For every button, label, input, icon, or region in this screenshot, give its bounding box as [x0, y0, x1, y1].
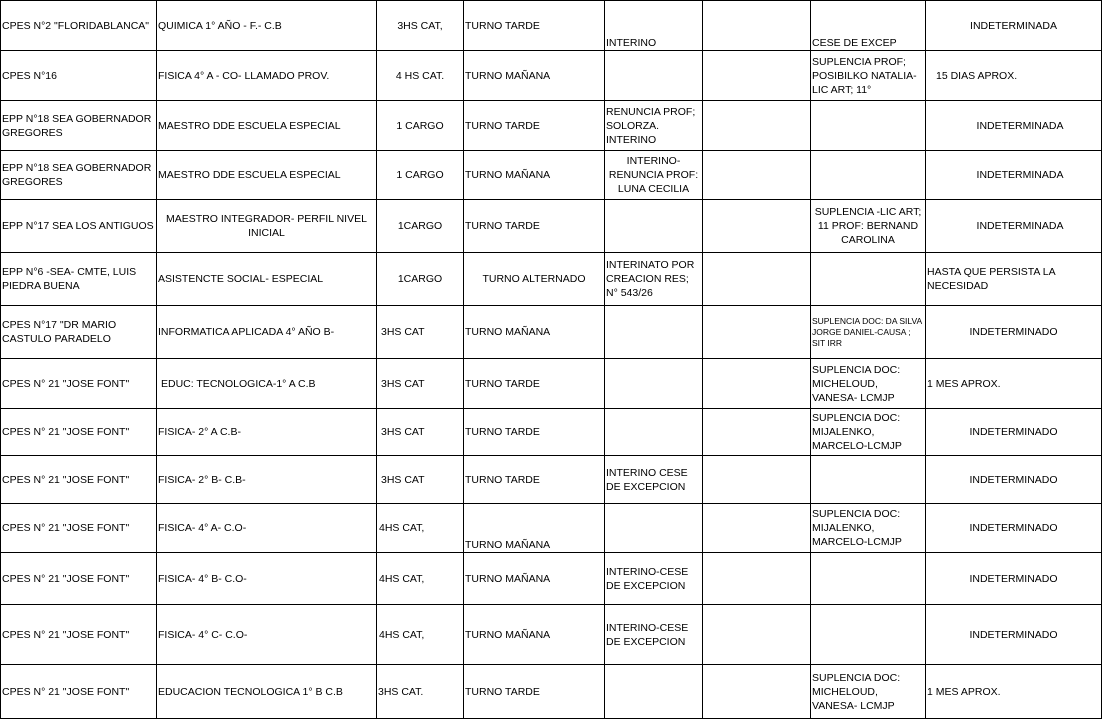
- shift-cell: TURNO TARDE: [464, 1, 605, 51]
- empty-cell: [703, 101, 811, 151]
- table-row: [1, 200, 1102, 253]
- replacement-cell: CESE DE EXCEP: [811, 1, 926, 51]
- hours-cell: 3HS CAT: [377, 359, 464, 409]
- hours-cell: 3HS CAT.: [377, 665, 464, 719]
- school-cell: EPP N°17 SEA LOS ANTIGUOS: [1, 200, 157, 253]
- empty-cell: [703, 456, 811, 504]
- replacement-cell: [811, 553, 926, 605]
- school-cell: CPES N°17 "DR MARIO CASTULO PARADELO: [1, 306, 157, 359]
- subject-cell: MAESTRO INTEGRADOR- PERFIL NIVEL INICIAL: [157, 200, 377, 253]
- subject-cell: INFORMATICA APLICADA 4° AÑO B-: [157, 306, 377, 359]
- reason-cell: [605, 200, 703, 253]
- shift-cell: TURNO MAÑANA: [464, 151, 605, 200]
- replacement-cell: [811, 253, 926, 306]
- empty-cell: [703, 359, 811, 409]
- empty-cell: [703, 504, 811, 553]
- shift-cell: TURNO TARDE: [464, 456, 605, 504]
- replacement-cell: SUPLENCIA -LIC ART; 11 PROF: BERNAND CAROLINA: [811, 200, 926, 253]
- duration-cell: INDETERMINADO: [926, 409, 1102, 456]
- reason-cell: INTERINO CESE DE EXCEPCION: [605, 456, 703, 504]
- empty-cell: [703, 51, 811, 101]
- reason-cell: INTERINO- RENUNCIA PROF: LUNA CECILIA: [605, 151, 703, 200]
- table-row: [1, 605, 1102, 665]
- shift-cell: TURNO TARDE: [464, 200, 605, 253]
- school-cell: CPES N°16: [1, 51, 157, 101]
- duration-cell: 15 DIAS APROX.: [926, 51, 1102, 101]
- table-row: [1, 51, 1102, 101]
- hours-cell: 4 HS CAT.: [377, 51, 464, 101]
- shift-cell: TURNO ALTERNADO: [464, 253, 605, 306]
- duration-cell: INDETERMINADA: [926, 101, 1102, 151]
- subject-cell: FISICA- 4° A- C.O-: [157, 504, 377, 553]
- duration-cell: INDETERMINADO: [926, 605, 1102, 665]
- shift-cell: TURNO TARDE: [464, 359, 605, 409]
- reason-cell: INTERINO: [605, 1, 703, 51]
- table-row: [1, 101, 1102, 151]
- table-row: [1, 306, 1102, 359]
- replacement-cell: SUPLENCIA DOC: MICHELOUD, VANESA- LCMJP: [811, 359, 926, 409]
- subject-cell: EDUCACION TECNOLOGICA 1° B C.B: [157, 665, 377, 719]
- table-row: [1, 253, 1102, 306]
- duration-cell: HASTA QUE PERSISTA LA NECESIDAD: [926, 253, 1102, 306]
- hours-cell: 4HS CAT,: [377, 553, 464, 605]
- school-cell: CPES N° 21 "JOSE FONT": [1, 665, 157, 719]
- school-cell: EPP N°6 -SEA- CMTE, LUIS PIEDRA BUENA: [1, 253, 157, 306]
- table-row: [1, 409, 1102, 456]
- table-row: [1, 456, 1102, 504]
- duration-cell: INDETERMINADO: [926, 504, 1102, 553]
- school-cell: CPES N° 21 "JOSE FONT": [1, 504, 157, 553]
- duration-cell: 1 MES APROX.: [926, 665, 1102, 719]
- hours-cell: 4HS CAT,: [377, 605, 464, 665]
- shift-cell: TURNO TARDE: [464, 665, 605, 719]
- school-cell: CPES N° 21 "JOSE FONT": [1, 409, 157, 456]
- duration-cell: 1 MES APROX.: [926, 359, 1102, 409]
- table-row: [1, 665, 1102, 719]
- reason-cell: INTERINO-CESE DE EXCEPCION: [605, 553, 703, 605]
- school-cell: CPES N° 21 "JOSE FONT": [1, 605, 157, 665]
- reason-cell: [605, 409, 703, 456]
- duration-cell: INDETERMINADO: [926, 456, 1102, 504]
- reason-cell: [605, 51, 703, 101]
- empty-cell: [703, 151, 811, 200]
- hours-cell: 1 CARGO: [377, 151, 464, 200]
- table-row: [1, 1, 1102, 51]
- subject-cell: FISICA- 4° B- C.O-: [157, 553, 377, 605]
- hours-cell: 1CARGO: [377, 253, 464, 306]
- replacement-cell: SUPLENCIA DOC: MICHELOUD, VANESA- LCMJP: [811, 665, 926, 719]
- empty-cell: [703, 306, 811, 359]
- replacement-cell: SUPLENCIA PROF; POSIBILKO NATALIA- LIC ART; 11°: [811, 51, 926, 101]
- shift-cell: TURNO MAÑANA: [464, 306, 605, 359]
- subject-cell: EDUC: TECNOLOGICA-1° A C.B: [157, 359, 377, 409]
- school-cell: EPP N°18 SEA GOBERNADOR GREGORES: [1, 151, 157, 200]
- replacement-cell: SUPLENCIA DOC: DA SILVA JORGE DANIEL-CAUSA ; SIT IRR: [811, 306, 926, 359]
- table-row: [1, 553, 1102, 605]
- subject-cell: FISICA- 4° C- C.O-: [157, 605, 377, 665]
- subject-cell: MAESTRO DDE ESCUELA ESPECIAL: [157, 101, 377, 151]
- table-row: [1, 151, 1102, 200]
- school-cell: EPP N°18 SEA GOBERNADOR GREGORES: [1, 101, 157, 151]
- hours-cell: 3HS CAT,: [377, 1, 464, 51]
- subject-cell: FISICA 4° A - CO- LLAMADO PROV.: [157, 51, 377, 101]
- duration-cell: INDETERMINADO: [926, 306, 1102, 359]
- reason-cell: INTERINATO POR CREACION RES; N° 543/26: [605, 253, 703, 306]
- shift-cell: TURNO MAÑANA: [464, 605, 605, 665]
- replacement-cell: [811, 101, 926, 151]
- school-cell: CPES N° 21 "JOSE FONT": [1, 359, 157, 409]
- duration-cell: INDETERMINADA: [926, 1, 1102, 51]
- reason-cell: INTERINO-CESE DE EXCEPCION: [605, 605, 703, 665]
- replacement-cell: [811, 456, 926, 504]
- subject-cell: ASISTENCTE SOCIAL- ESPECIAL: [157, 253, 377, 306]
- empty-cell: [703, 605, 811, 665]
- hours-cell: 1 CARGO: [377, 101, 464, 151]
- reason-cell: [605, 359, 703, 409]
- hours-cell: 3HS CAT: [377, 409, 464, 456]
- empty-cell: [703, 1, 811, 51]
- shift-cell: TURNO TARDE: [464, 409, 605, 456]
- empty-cell: [703, 409, 811, 456]
- school-cell: CPES N° 21 "JOSE FONT": [1, 456, 157, 504]
- shift-cell: TURNO MAÑANA: [464, 504, 605, 553]
- empty-cell: [703, 253, 811, 306]
- shift-cell: TURNO TARDE: [464, 101, 605, 151]
- hours-cell: 4HS CAT,: [377, 504, 464, 553]
- duration-cell: INDETERMINADO: [926, 553, 1102, 605]
- replacement-cell: SUPLENCIA DOC: MIJALENKO, MARCELO-LCMJP: [811, 504, 926, 553]
- hours-cell: 3HS CAT: [377, 456, 464, 504]
- table-row: [1, 359, 1102, 409]
- subject-cell: QUIMICA 1° AÑO - F.- C.B: [157, 1, 377, 51]
- empty-cell: [703, 665, 811, 719]
- hours-cell: 1CARGO: [377, 200, 464, 253]
- replacement-cell: [811, 605, 926, 665]
- reason-cell: [605, 665, 703, 719]
- duration-cell: INDETERMINADA: [926, 151, 1102, 200]
- subject-cell: MAESTRO DDE ESCUELA ESPECIAL: [157, 151, 377, 200]
- duration-cell: INDETERMINADA: [926, 200, 1102, 253]
- shift-cell: TURNO MAÑANA: [464, 51, 605, 101]
- empty-cell: [703, 200, 811, 253]
- hours-cell: 3HS CAT: [377, 306, 464, 359]
- school-cell: CPES N° 21 "JOSE FONT": [1, 553, 157, 605]
- reason-cell: RENUNCIA PROF; SOLORZA. INTERINO: [605, 101, 703, 151]
- subject-cell: FISICA- 2° B- C.B-: [157, 456, 377, 504]
- replacement-cell: SUPLENCIA DOC: MIJALENKO, MARCELO-LCMJP: [811, 409, 926, 456]
- reason-cell: [605, 306, 703, 359]
- shift-cell: TURNO MAÑANA: [464, 553, 605, 605]
- reason-cell: [605, 504, 703, 553]
- replacement-cell: [811, 151, 926, 200]
- empty-cell: [703, 553, 811, 605]
- school-cell: CPES N°2 "FLORIDABLANCA": [1, 1, 157, 51]
- table-row: [1, 504, 1102, 553]
- subject-cell: FISICA- 2° A C.B-: [157, 409, 377, 456]
